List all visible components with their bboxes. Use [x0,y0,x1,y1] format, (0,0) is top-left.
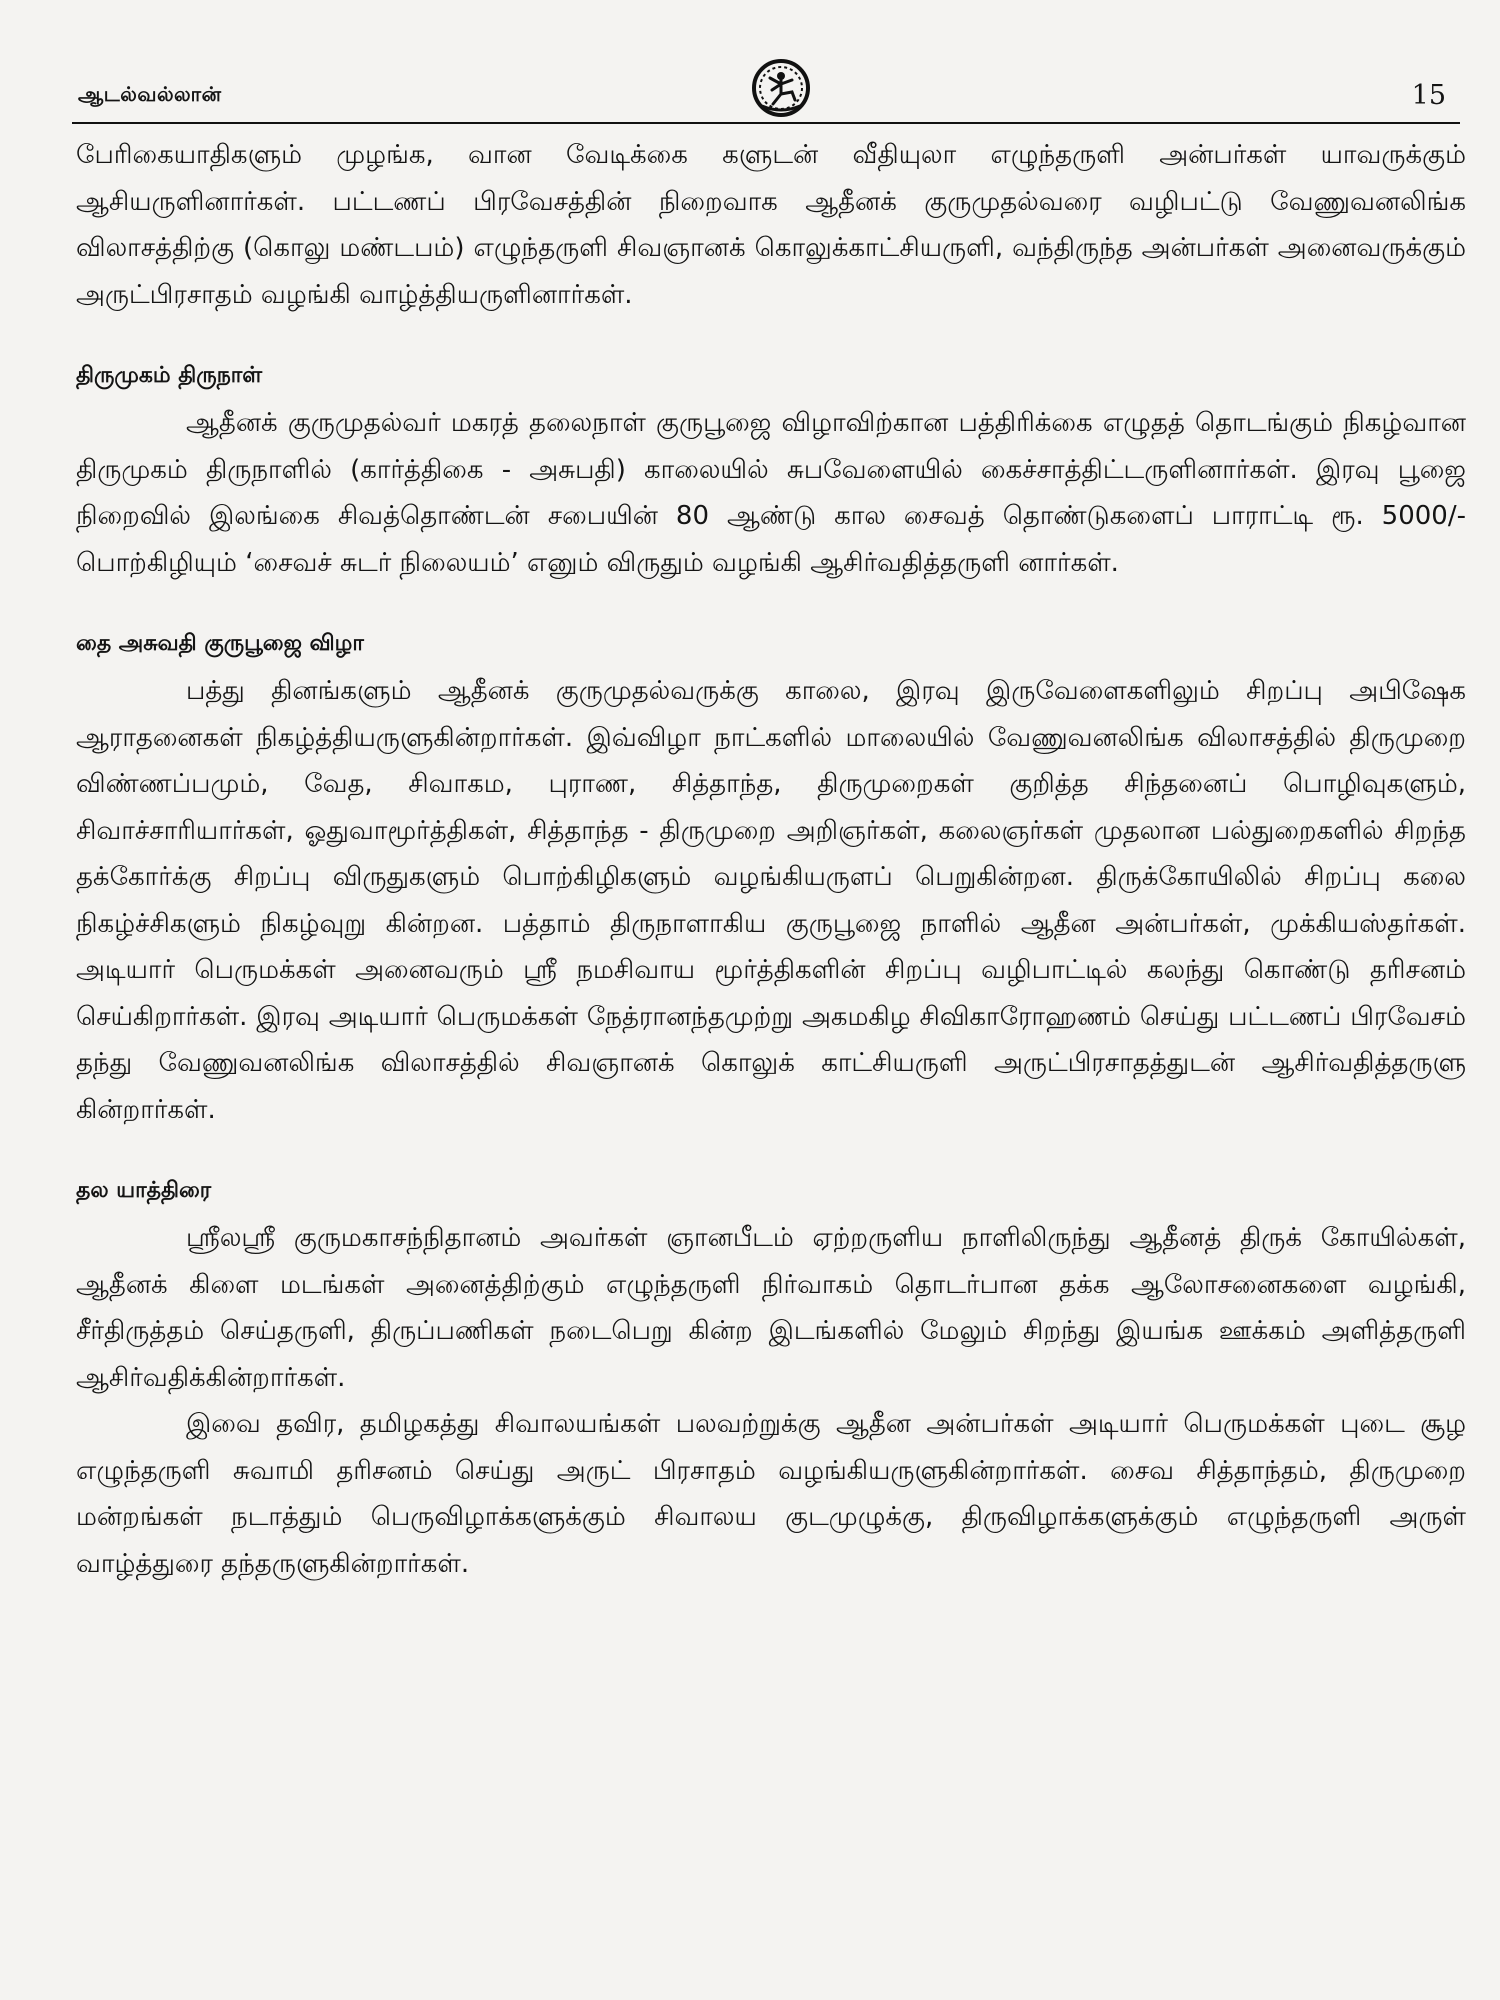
nataraja-emblem-icon [748,54,814,120]
thala-yathirai-paragraph-1: ஸ்ரீலஸ்ரீ குருமகாசந்நிதானம் அவர்கள் ஞானபீடம் ஏற்றருளிய நாளிலிருந்து ஆதீனத் திருக் கோயில்கள், ஆதீனக் கிளை மடங்கள் அனைத்திற்கும் எழுந்தருளி நிர்வாகம் தொடர்பான தக்க ஆலோசனைகளை வழங்கி, சீர்திருத்தம் செய்தருளி, திருப்பணிகள் நடைபெறு கின்ற இடங்களில் மேலும் சிறந்து இயங்க ஊக்கம் அளித்தருளி ஆசிர்வதிக்கின்றார்கள். [76,1223,1466,1393]
header-rule [72,122,1460,124]
section-heading-thirumugam: திருமுகம் திருநாள் [76,363,263,388]
section-spacer [76,586,1466,628]
heading-spacer [76,392,1466,400]
heading-spacer [76,660,1466,668]
section-spacer [76,318,1466,360]
thala-yathirai-paragraph-2: இவை தவிர, தமிழகத்து சிவாலயங்கள் பலவற்றுக்கு ஆதீன அன்பர்கள் அடியார் பெருமக்கள் புடை சூழ எழுந்தருளி சுவாமி தரிசனம் செய்து அருட் பிரசாதம் வழங்கியருளுகின்றார்கள். சைவ சித்தாந்தம், திருமுறை மன்றங்கள் நடாத்தும் பெருவிழாக்களுக்கும் சிவாலய குடமுழுக்கு, திருவிழாக்களுக்கும் எழுந்தருளி அருள் வாழ்த்துரை தந்தருளுகின்றார்கள். [76,1409,1466,1579]
thai-asuvathi-paragraph: பத்து தினங்களும் ஆதீனக் குருமுதல்வருக்கு காலை, இரவு இருவேளைகளிலும் சிறப்பு அபிஷேக ஆராதனைகள் நிகழ்த்தியருளுகின்றார்கள். இவ்விழா நாட்களில் மாலையில் வேணுவனலிங்க விலாசத்தில் திருமுறை விண்ணப்பமும், வேத, சிவாகம, புராண, சித்தாந்த, திருமுறைகள் குறித்த சிந்தனைப் பொழிவுகளும், சிவாச்சாரியார்கள், ஓதுவாமூர்த்திகள், சித்தாந்த - திருமுறை அறிஞர்கள், கலைஞர்கள் முதலான பல்துறைகளில் சிறந்த தக்கோர்க்கு சிறப்பு விருதுகளும் பொற்கிழிகளும் வழங்கியருளப் பெறுகின்றன. திருக்கோயிலில் சிறப்பு கலை நிகழ்ச்சிகளும் நிகழ்வுறு கின்றன. பத்தாம் திருநாளாகிய குருபூஜை நாளில் ஆதீன அன்பர்கள், முக்கியஸ்தர்கள். அடியார் பெருமக்கள் அனைவரும் ஸ்ரீ நமசிவாய மூர்த்திகளின் சிறப்பு வழிபாட்டில் கலந்து கொண்டு தரிசனம் செய்கிறார்கள். இரவு அடியார் பெருமக்கள் நேத்ரானந்தமுற்று அகமகிழ சிவிகாரோஹணம் செய்து பட்டணப் பிரவேசம் தந்து வேணுவனலிங்க விலாசத்தில் சிவஞானக் கொலுக் காட்சியருளி அருட்பிரசாதத்துடன் ஆசிர்வதித்தருளு கின்றார்கள். [76,676,1466,1125]
section-heading-thala-yathirai: தல யாத்திரை [76,1178,212,1203]
page-header [72,54,1460,124]
section-heading-thai-asuvathi: தை அசுவதி குருபூஜை விழா [76,631,364,656]
running-title: ஆடல்வல்லான் [78,82,222,106]
thirumugam-paragraph: ஆதீனக் குருமுதல்வர் மகரத் தலைநாள் குருபூஜை விழாவிற்கான பத்திரிக்கை எழுதத் தொடங்கும் நிகழ்வான திருமுகம் திருநாளில் (கார்த்திகை - அசுபதி) காலையில் சுபவேளையில் கைச்சாத்திட்டருளினார்கள். இரவு பூஜை நிறைவில் இலங்கை சிவத்தொண்டன் சபையின் 80 ஆண்டு கால சைவத் தொண்டுகளைப் பாராட்டி ரூ. 5000/- பொற்கிழியும் ‘சைவச் சுடர் நிலையம்’ எனும் விருதும் வழங்கி ஆசிர்வதித்தருளி னார்கள். [76,408,1466,578]
heading-spacer [76,1207,1466,1215]
document-body [76,132,1466,1587]
intro-paragraph: பேரிகையாதிகளும் முழங்க, வான வேடிக்கை களுடன் வீதியுலா எழுந்தருளி அன்பர்கள் யாவருக்கும் ஆசியருளினார்கள். பட்டணப் பிரவேசத்தின் நிறைவாக ஆதீனக் குருமுதல்வரை வழிபட்டு வேணுவனலிங்க விலாசத்திற்கு (கொலு மண்டபம்) எழுந்தருளி சிவஞானக் கொலுக்காட்சியருளி, வந்திருந்த அன்பர்கள் அனைவருக்கும் அருட்பிரசாதம் வழங்கி வாழ்த்தியருளினார்கள். [76,140,1466,310]
section-spacer [76,1133,1466,1175]
page-number: 15 [1411,80,1446,111]
